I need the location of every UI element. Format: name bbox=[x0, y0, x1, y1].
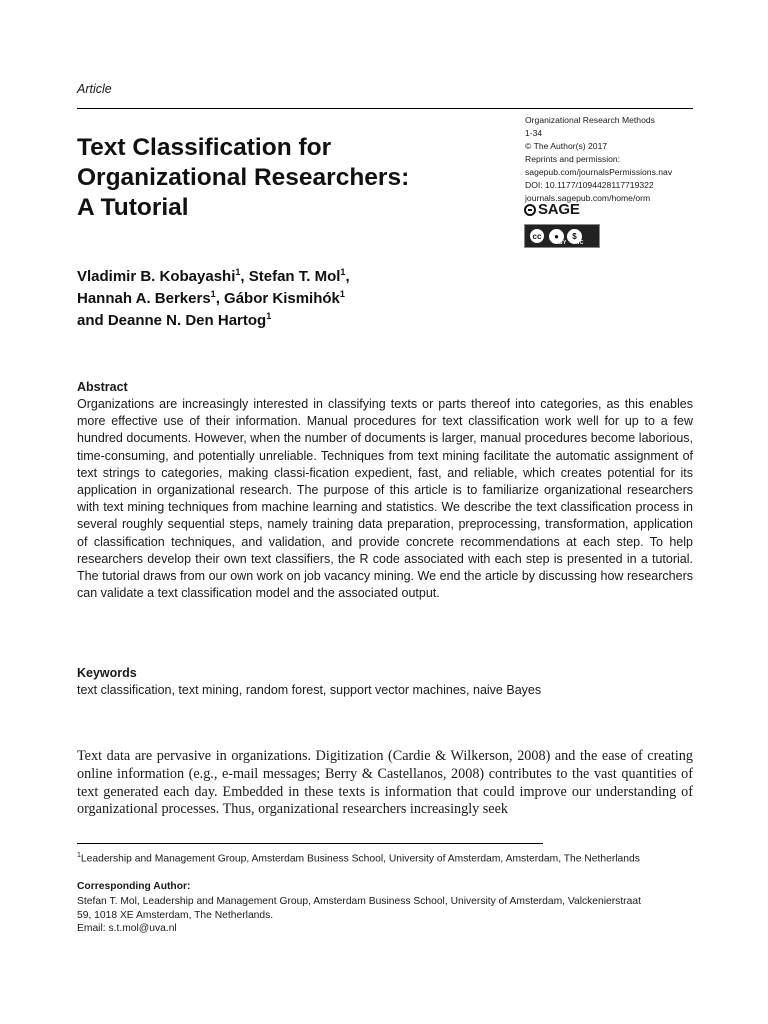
author-name: Stefan T. Mol bbox=[248, 268, 341, 285]
author-name: Gábor Kismihók bbox=[224, 290, 340, 307]
title-line: Organizational Researchers: bbox=[77, 164, 410, 191]
affiliation-text: Leadership and Management Group, Amsterdam Business School, University of Amsterdam, Amsterdam, The Netherlands bbox=[80, 853, 640, 865]
sage-mark-icon bbox=[524, 204, 536, 216]
header-divider bbox=[77, 108, 693, 109]
article-type-label: Article bbox=[77, 82, 112, 96]
author-name: and Deanne N. Den Hartog bbox=[77, 312, 267, 329]
journal-metadata bbox=[525, 114, 705, 205]
sage-logo-text: SAGE bbox=[538, 201, 580, 218]
affiliation-footnote bbox=[77, 852, 717, 864]
page-range: 1-34 bbox=[525, 128, 543, 138]
affiliation-marker: 1 bbox=[340, 267, 346, 277]
permissions-link[interactable]: sagepub.com/journalsPermissions.nav bbox=[525, 167, 673, 177]
license-label-by: BY bbox=[559, 240, 567, 246]
reprints-label: Reprints and permission: bbox=[525, 154, 621, 164]
author-separator: , bbox=[240, 268, 249, 285]
abstract-heading: Abstract bbox=[77, 380, 128, 394]
author-name: Hannah A. Berkers bbox=[77, 290, 211, 307]
journal-name: Organizational Research Methods bbox=[525, 115, 655, 125]
author-line bbox=[77, 288, 497, 310]
affiliation-marker: 1 bbox=[235, 267, 241, 277]
keywords-heading: Keywords bbox=[77, 666, 137, 680]
noncommercial-icon: $ bbox=[567, 229, 582, 244]
body-paragraph: Text data are pervasive in organizations. Digitization (Cardie & Wilkerson, 2008) and the ease of creating online information (e.g., e-mail messages; Berry & Castellanos, 2008) contributes to the vast quantities of text generated each day. Embedded in these texts is information that could improve our understanding of organizational processes. Thus, organizational researchers increasingly seek bbox=[77, 748, 693, 818]
affiliation-marker: 1 bbox=[210, 289, 216, 299]
corresponding-email[interactable]: Email: s.t.mol@uva.nl bbox=[77, 923, 177, 934]
footnote-divider bbox=[77, 843, 543, 844]
paper-title bbox=[77, 133, 507, 223]
license-labels bbox=[559, 240, 584, 246]
attribution-icon: ● bbox=[549, 229, 564, 244]
corresponding-author-details bbox=[77, 895, 693, 936]
journal-homepage-link[interactable]: journals.sagepub.com/home/orm bbox=[525, 193, 651, 203]
title-line: Text Classification for bbox=[77, 134, 332, 161]
doi-link[interactable]: DOI: 10.1177/1094428117719322 bbox=[525, 180, 654, 190]
affiliation-marker: 1 bbox=[339, 289, 345, 299]
affiliation-marker: 1 bbox=[266, 311, 272, 321]
author-name: Vladimir B. Kobayashi bbox=[77, 268, 236, 285]
title-line: A Tutorial bbox=[77, 194, 189, 221]
corresponding-address-line: Stefan T. Mol, Leadership and Management Group, Amsterdam Business School, University of Amsterdam, Valckenierstraat bbox=[77, 896, 641, 907]
sage-logo bbox=[524, 201, 580, 218]
author-separator: , bbox=[215, 290, 225, 307]
author-list bbox=[77, 266, 497, 332]
creative-commons-badge[interactable] bbox=[524, 224, 600, 248]
author-line bbox=[77, 266, 497, 288]
corresponding-author-heading: Corresponding Author: bbox=[77, 881, 191, 892]
corresponding-address-line: 59, 1018 XE Amsterdam, The Netherlands. bbox=[77, 909, 274, 921]
cc-icon: cc bbox=[528, 227, 546, 245]
keywords-text: text classification, text mining, random forest, support vector machines, naive Bayes bbox=[77, 683, 542, 697]
author-line bbox=[77, 310, 497, 332]
license-label-nc: NC bbox=[575, 240, 584, 246]
copyright-line: © The Author(s) 2017 bbox=[525, 141, 608, 151]
footnote-marker: 1 bbox=[77, 852, 81, 859]
abstract-text: Organizations are increasingly interested in classifying texts or parts thereof into categories, as this enables more effective use of their information. Manual procedures for text classification work well for up to a few hundred documents. However, when the number of documents is larger, manual procedures become laborious, time-consuming, and potentially unreliable. Techniques from text mining facilitate the automatic assignment of text strings to categories, making classi-fication expedient, fast, and reliable, which creates potential for its application in organizational research. The purpose of this article is to familiarize organizational researchers with text mining techniques from machine learning and statistics. We describe the text classification process in several roughly sequential steps, namely training data preparation, preprocessing, transformation, application of classification techniques, and validation, and provide concrete recommendations at each step. To help researchers develop their own text classifiers, the R code associated with each step is presented in a tutorial. The tutorial draws from our own work on job vacancy mining. We end the article by discussing how researchers can validate a text classification model and the associated output. bbox=[77, 397, 693, 601]
author-separator: , bbox=[345, 268, 350, 285]
